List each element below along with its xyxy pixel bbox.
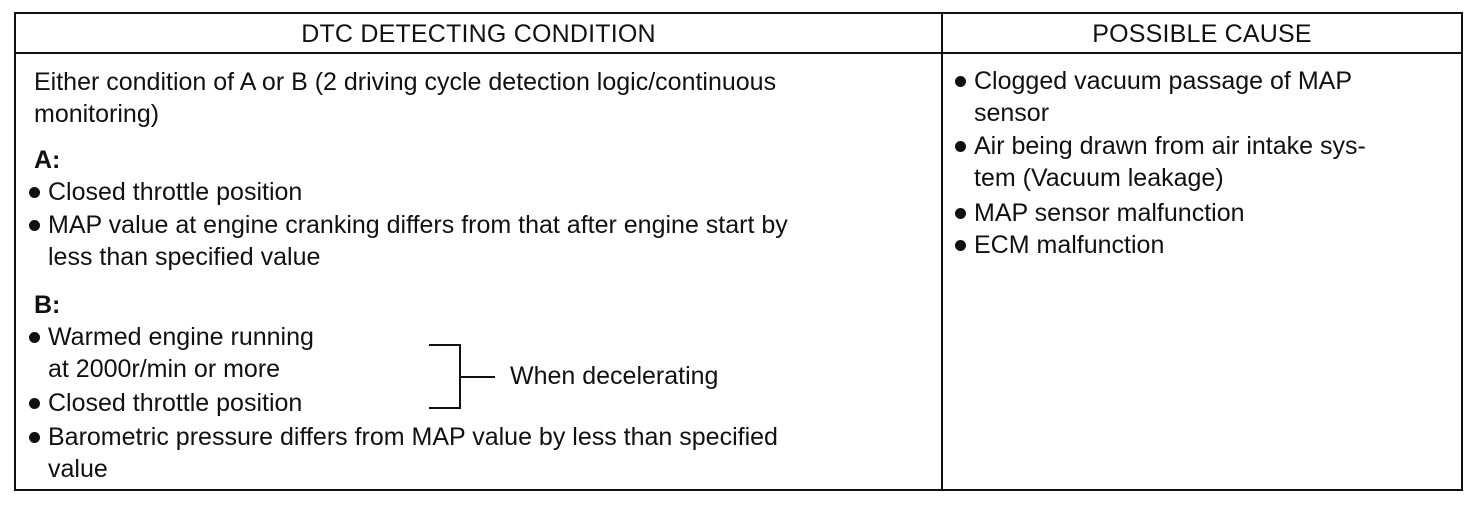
bullet-icon [29,187,40,198]
bracket-pointer [461,376,495,378]
a-item-2-line-2: less than specified value [48,243,321,271]
bullet-icon [955,240,966,251]
bracket-label: When decelerating [510,362,719,390]
cause-1-line-2: sensor [974,99,1050,127]
cause-1-line-1: Clogged vacuum passage of MAP [974,67,1352,95]
column-divider [941,14,943,489]
dtc-table [14,12,1463,491]
bullet-icon [29,332,40,343]
b-item-3-line-2: value [48,455,108,483]
cause-4: ECM malfunction [974,231,1165,259]
bullet-icon [955,141,966,152]
header-possible-cause: POSSIBLE CAUSE [1092,20,1312,48]
intro-line-2: monitoring) [34,100,160,128]
a-item-1: Closed throttle position [48,178,303,206]
bullet-icon [955,76,966,87]
b-item-1-line-1: Warmed engine running [48,323,314,351]
bullet-icon [29,432,40,443]
b-item-2: Closed throttle position [48,389,303,417]
table-header-row [16,14,1461,54]
cause-2-line-1: Air being drawn from air intake sys- [974,132,1366,160]
cause-3: MAP sensor malfunction [974,199,1245,227]
condition-a-label: A: [34,146,61,174]
cause-2-line-2: tem (Vacuum leakage) [974,164,1224,192]
bracket-icon [429,344,461,409]
intro-line-1: Either condition of A or B (2 driving cycle detection logic/continuous [34,68,777,96]
b-item-1-line-2: at 2000r/min or more [48,355,281,383]
bullet-icon [29,220,40,231]
bullet-icon [29,398,40,409]
a-item-2-line-1: MAP value at engine cranking differs from that after engine start by [48,211,788,239]
bullet-icon [955,208,966,219]
b-item-3-line-1: Barometric pressure differs from MAP value by less than specified [48,423,778,451]
header-detecting-condition: DTC DETECTING CONDITION [301,20,656,48]
condition-b-label: B: [34,291,61,319]
